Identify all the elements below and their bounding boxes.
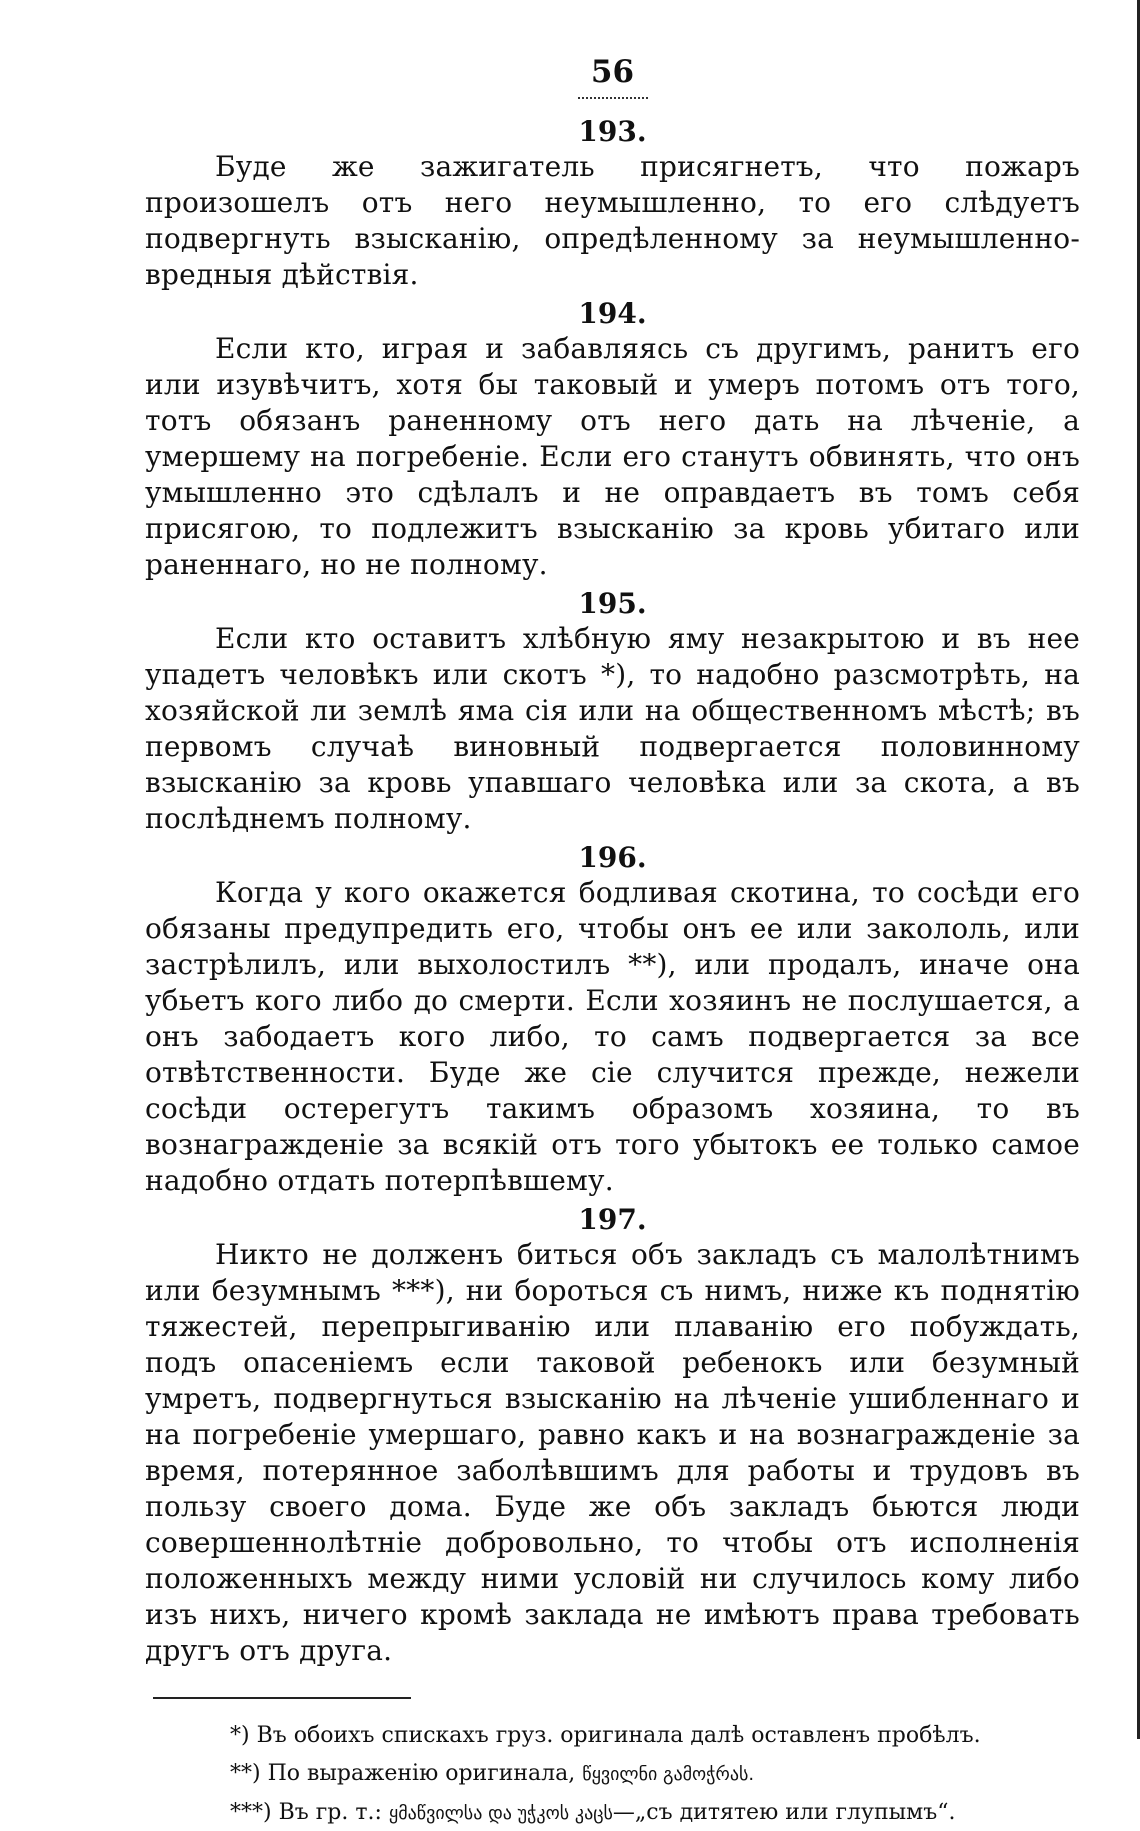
footnote-1 [230, 1719, 1080, 1753]
article-195 [145, 587, 1080, 837]
footnote-translation: —„съ дитятею или глупымъ“. [612, 1800, 956, 1825]
footnote-text: По выраженію оригинала, [260, 1761, 583, 1786]
book-page [145, 54, 1080, 1825]
footnote-georgian-text: ყმაწვილსა და უჭკოს კაცს [388, 1803, 613, 1824]
article-text: Буде же зажигатель присягнетъ, что пожаръ произошелъ отъ него неумышленно, то его слѣдуетъ подвергнуть взысканію, опредѣленному за неумышленно-вредныя дѣйствія. [145, 150, 1080, 291]
article-193 [145, 115, 1080, 293]
article-text: Если кто, играя и забавляясь съ другимъ, ранитъ его или изувѣчитъ, хотя бы таковый и умеръ потомъ отъ того, тотъ обязанъ раненному отъ него дать на лѣченіе, а умершему на погребеніе. Если его станутъ обвинять, что онъ умышленно это сдѣлалъ и не оправдаетъ въ томъ себя присягою, то подлежитъ взысканію за кровь убитаго или раненнаго, но не полному. [145, 332, 1080, 581]
footnote-2 [230, 1757, 1080, 1792]
footnote-marker: ***) [230, 1800, 272, 1825]
article-text: Когда у кого окажется бодливая скотина, то сосѣди его обязаны предупредить его, чтобы онъ ее или закололь, или застрѣлилъ, или выхолостилъ **), или продалъ, иначе она убьетъ кого либо до смерти. Если хозяинъ не послушается, а онъ забодаетъ кого либо, то самъ подвергается за все отвѣтственности. Буде же сіе случится прежде, нежели сосѣди остерегутъ такимъ образомъ хозяина, то въ вознагражденіе за всякій отъ того убытокъ ее только самое надобно отдать потерпѣвшему. [145, 876, 1080, 1197]
footnote-3 [230, 1796, 1080, 1831]
article-196 [145, 841, 1080, 1199]
footnote-text: Въ обоихъ спискахъ груз. оригинала далѣ оставленъ пробѣлъ. [249, 1723, 981, 1748]
article-197 [145, 1203, 1080, 1669]
page-number: 56 [590, 54, 635, 90]
footnote-text: Въ гр. т.: [271, 1800, 389, 1825]
article-text: Никто не долженъ биться объ закладъ съ малолѣтнимъ или безумнымъ ***), ни бороться съ нимъ, ниже къ поднятію тяжестей, перепрыгиванію или плаванію его побуждать, подъ опасеніемъ если таковой ребенокъ или безумный умретъ, подвергнуться взысканію на лѣченіе ушибленнаго и на погребеніе умершаго, равно какъ и на вознагражденіе за время, потерянное заболѣвшимъ для работы и трудовъ въ пользу своего дома. Буде же объ закладъ бьются люди совершеннолѣтніе добровольно, то чтобы отъ исполненія положенныхъ между ними условій ни случилось кому либо изъ нихъ, ничего кромѣ заклада не имѣютъ права требовать другъ отъ друга. [145, 1238, 1080, 1667]
footnote-divider [153, 1697, 411, 1699]
article-number: 194. [578, 297, 647, 330]
article-number: 197. [578, 1203, 647, 1236]
article-194 [145, 297, 1080, 583]
footnote-marker: **) [230, 1761, 261, 1786]
footnote-georgian-text: წყვილნი გამოჭრას. [582, 1764, 755, 1785]
article-number: 195. [578, 587, 647, 620]
footnote-marker: *) [230, 1723, 250, 1748]
page-number-ornament [578, 91, 648, 99]
article-text: Если кто оставитъ хлѣбную яму незакрытою и въ нее упадетъ человѣкъ или скотъ *), то надобно разсмотрѣть, на хозяйской ли землѣ яма сія или на общественномъ мѣстѣ; въ первомъ случаѣ виновный подвергается половинному взысканію за кровь упавшаго человѣка или за скота, а въ послѣднемъ полному. [145, 622, 1080, 835]
article-number: 193. [578, 115, 647, 148]
article-number: 196. [578, 841, 647, 874]
